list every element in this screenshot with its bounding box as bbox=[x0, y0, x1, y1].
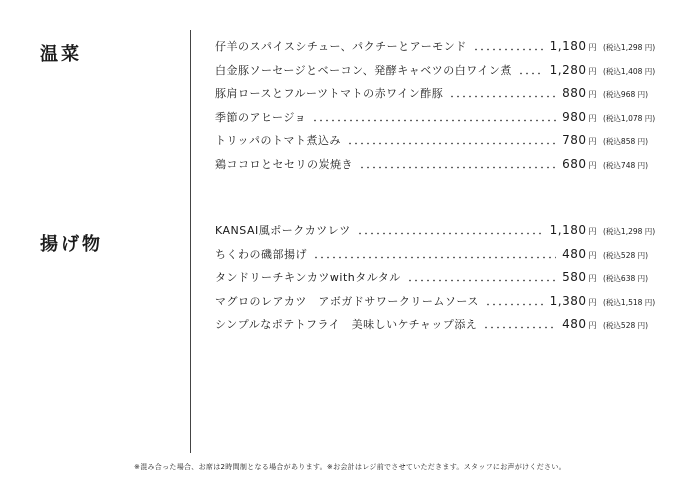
menu-item-tax-included-price: (税込968 円) bbox=[603, 90, 649, 99]
dot-leader bbox=[347, 142, 556, 145]
section-title-warm-dishes: 温菜 bbox=[40, 44, 82, 65]
dot-leader bbox=[485, 303, 544, 306]
menu-item-price: 1,180 円 bbox=[549, 39, 597, 53]
menu-item-tax-included-price: (税込748 円) bbox=[603, 160, 649, 170]
menu-item-name: 豚肩ロースとフルーツトマトの赤ワイン酢豚 bbox=[215, 87, 444, 100]
menu-item-price: 1,380 円 bbox=[549, 293, 597, 308]
menu-item-price: 1,280 円 bbox=[549, 62, 597, 77]
dot-leader bbox=[518, 72, 544, 75]
menu-item bbox=[215, 132, 675, 156]
dot-leader bbox=[357, 232, 544, 235]
menu-item-price: 680 円 bbox=[562, 156, 597, 171]
menu-item-name: トリッパのトマト煮込み bbox=[215, 134, 342, 147]
dot-leader bbox=[359, 166, 556, 169]
menu-item-price: 1,180 円 bbox=[549, 223, 597, 237]
menu-item-name: 季節のアヒージョ bbox=[215, 110, 307, 124]
menu-item bbox=[215, 38, 675, 62]
menu-item-price: 580 円 bbox=[562, 270, 597, 284]
menu-item-price: 480 円 bbox=[562, 317, 597, 331]
menu-item-name: マグロのレアカツ アボガドサワークリームソース bbox=[215, 294, 479, 308]
menu-item-tax-included-price: (税込638 円) bbox=[603, 274, 649, 283]
menu-item-name: タンドリーチキンカツwithタルタル bbox=[215, 271, 401, 284]
dot-leader bbox=[473, 48, 544, 51]
dot-leader bbox=[407, 279, 556, 282]
menu-item bbox=[215, 109, 675, 133]
menu-item-tax-included-price: (税込528 円) bbox=[603, 321, 649, 330]
dot-leader bbox=[313, 256, 556, 259]
menu-item-tax-included-price: (税込1,298 円) bbox=[603, 43, 656, 52]
menu-item-name: 鶏ココロとセセリの炭焼き bbox=[215, 157, 353, 171]
menu-item-name: 白金豚ソーセージとベーコン、発酵キャベツの白ワイン煮 bbox=[215, 63, 512, 77]
menu-item-name: 仔羊のスパイスシチュー、パクチーとアーモンド bbox=[215, 40, 467, 53]
menu-item bbox=[215, 85, 675, 109]
menu-item-tax-included-price: (税込1,078 円) bbox=[603, 113, 656, 123]
menu-item-price: 980 円 bbox=[562, 109, 597, 124]
footer-note: ※混み合った場合、お席は2時間制となる場合があります。※お会計はレジ前でさせていただきます。スタッフにお声がけください。 bbox=[134, 463, 566, 471]
menu-item-name: ちくわの磯部揚げ bbox=[215, 247, 307, 261]
menu-item-price: 880 円 bbox=[562, 86, 597, 100]
menu-item bbox=[215, 316, 675, 340]
menu-item-name: KANSAI風ポークカツレツ bbox=[215, 224, 351, 237]
menu-item-price: 480 円 bbox=[562, 246, 597, 261]
menu-item bbox=[215, 269, 675, 293]
menu-item-price: 780 円 bbox=[562, 133, 597, 147]
menu-item bbox=[215, 156, 675, 180]
menu-list-fried-dishes bbox=[215, 222, 675, 340]
menu-item bbox=[215, 62, 675, 86]
menu-item bbox=[215, 246, 675, 270]
menu-item-name: シンプルなポテトフライ 美味しいケチャップ添え bbox=[215, 318, 478, 331]
menu-item-tax-included-price: (税込1,518 円) bbox=[603, 297, 656, 307]
dot-leader bbox=[449, 95, 556, 98]
dot-leader bbox=[483, 326, 556, 329]
menu-item-tax-included-price: (税込858 円) bbox=[603, 137, 649, 146]
menu-item bbox=[215, 293, 675, 317]
menu-item-tax-included-price: (税込1,298 円) bbox=[603, 227, 656, 236]
vertical-divider bbox=[190, 30, 191, 453]
section-title-fried-dishes: 揚げ物 bbox=[40, 234, 103, 255]
menu-item-tax-included-price: (税込528 円) bbox=[603, 250, 649, 260]
menu-item-tax-included-price: (税込1,408 円) bbox=[603, 66, 656, 76]
dot-leader bbox=[312, 119, 556, 122]
menu-item bbox=[215, 222, 675, 246]
menu-list-warm-dishes bbox=[215, 38, 675, 179]
